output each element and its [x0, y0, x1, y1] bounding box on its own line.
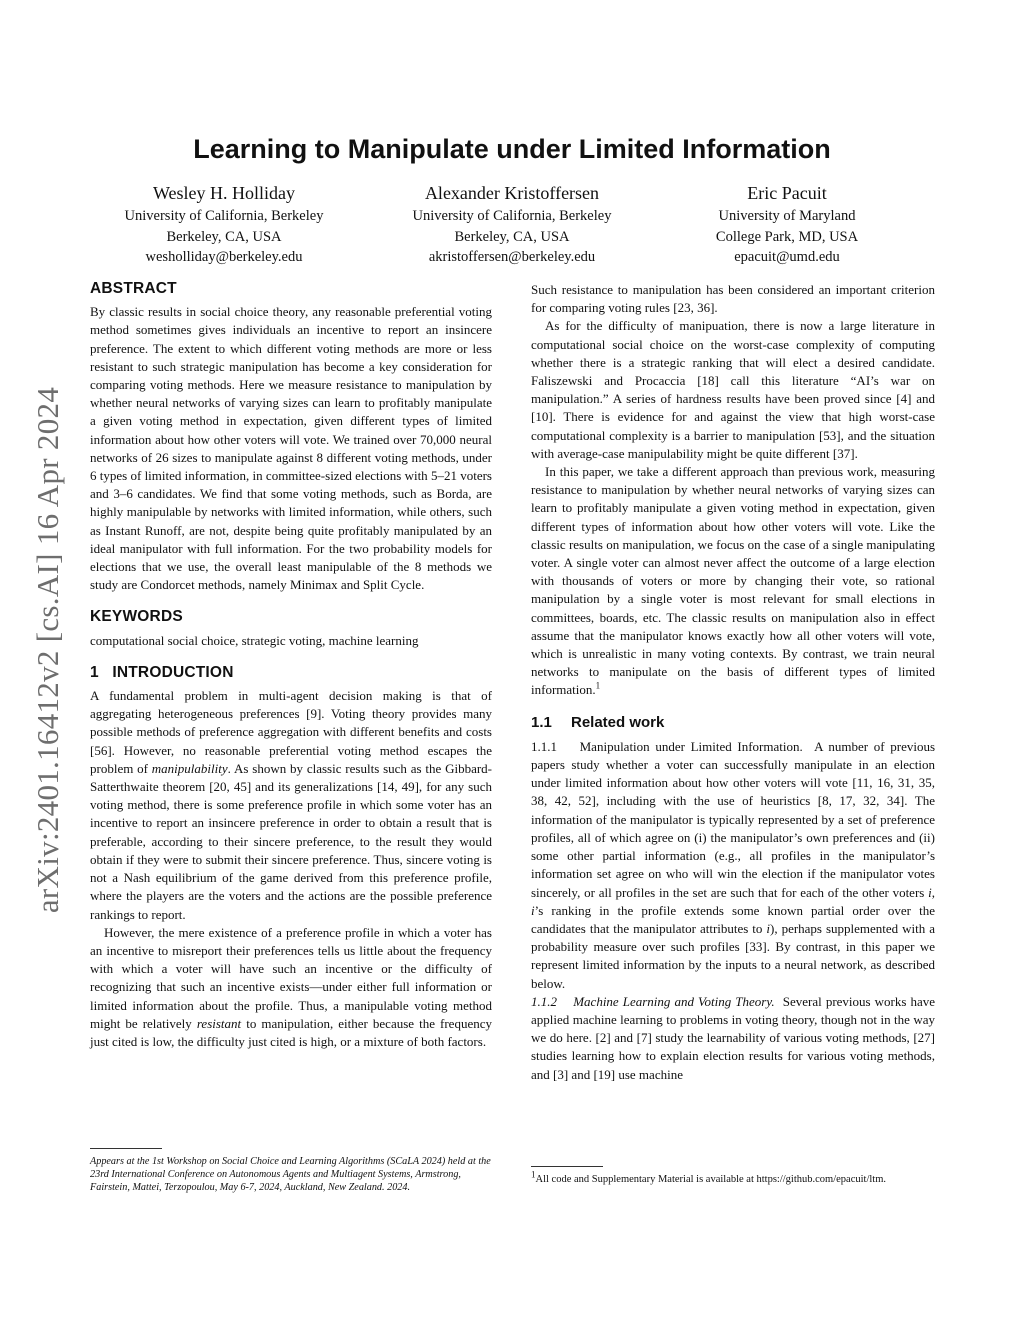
- related-work-heading: [531, 714, 935, 732]
- author-affiliation: University of California, Berkeley: [412, 208, 612, 224]
- author-block: [64, 182, 384, 268]
- author-affiliation: University of California, Berkeley: [124, 208, 324, 224]
- right-column: [531, 281, 935, 1084]
- abstract-heading: ABSTRACT: [90, 280, 177, 297]
- subsection-title: Manipulation under Limited Information.: [579, 738, 803, 754]
- intro-heading: [90, 664, 492, 682]
- author-email[interactable]: akristoffersen@berkeley.edu: [428, 249, 596, 265]
- author-email[interactable]: epacuit@umd.edu: [734, 249, 840, 265]
- footnote-number: 1: [531, 1169, 536, 1180]
- abstract-text: By classic results in social choice theory, any reasonable preferential voting method sometimes gives individuals an incentive to report an insincere preference. The extent to which different voting methods are more or less resistant to such strategic manipulation has become a key consideration for comparing voting methods. Here we measure resistance to manipulation by whether neural networks of varying sizes can learn to profitably manipulate a given voting method in expectation, given different types of limited information about how other voters will vote. We trained over 70,000 neural networks of 26 sizes to manipulate against 8 different voting methods, under 6 types of limited information, in committee-sized elections with 5–21 voters and 3–6 candidates. We find that some voting methods, such as Borda, are highly manipulable by networks with limited information, while others, such as Instant Runoff, are not, despite being quite profitably manipulated by an ideal manipulator with full information. For the two probability models for elections that we use, the overall least manipulable of the 8 methods we study are Condorcet methods, namely Minimax and Split Cycle.: [90, 304, 492, 593]
- subsection-number: 1.1.1: [531, 738, 557, 754]
- author-name: Eric Pacuit: [747, 183, 827, 203]
- subsection-title: Machine Learning and Voting Theory.: [573, 993, 775, 1009]
- paper-title: Learning to Manipulate under Limited Information: [193, 134, 831, 164]
- intro-paragraph-2: However, the mere existence of a preference profile in which a voter has an incentive to misreport their preferences tells us little about the frequency with which a voter will have such an incentive or the difficulty of recognizing that such an incentive exists—under either full information or limited information about the profile. Thus, a manipulable voting method might be relatively resistant to manipulation, either because the frequency just cited is low, the difficulty just cited is high, or a mixture of both factors.: [90, 924, 492, 1049]
- section-title: INTRODUCTION: [112, 663, 234, 681]
- code-footnote: [531, 1166, 951, 1186]
- arxiv-identifier: arXiv:2401.16412v2 [cs.AI] 16 Apr 2024: [30, 386, 65, 914]
- section-number: 1: [90, 663, 99, 681]
- intro-paragraph-1: A fundamental problem in multi-agent decision making is that of aggregating heterogeneous preferences [9]. Voting theory provides many possible methods of preference aggregation with different benefits and costs [56]. However, no reasonable preferential voting method escapes the problem of manipulability. As shown by classic results such as the Gibbard-Satterthwaite theorem [20, 45] and its generalizations [14, 49], for any such voting method, there is some preference profile in which some voter has an incentive to report an insincere preference in order to obtain a result that is preferable, according to their sincere preference, to the result they would obtain if they were to submit their sincere preference. Thus, sincere voting is not a Nash equilibrium of the game derived from this preference profile, where the players are the voters and the actions are the possible preference rankings to report.: [90, 688, 492, 922]
- keywords-text: computational social choice, strategic voting, machine learning: [90, 632, 419, 648]
- author-location: Berkeley, CA, USA: [454, 228, 570, 245]
- intro-paragraph-5: In this paper, we take a different approach than previous work, measuring resistance to manipulation by whether neural networks of varying sizes can learn to profitably manipulate a given voting method in expectation, given different types of information about how other voters will vote. Like the classic results on manipulation, we focus on the case of a single manipulating voter. A single voter can almost never affect the outcome of a large election with thousands of voters or more by changing their vote, so rational manipulation by a single voter is most relevant for small elections in committees, boards, etc. The classic results on manipulation also in effect assume that the manipulator knows exactly how all other voters will vote, which is unrealistic in many voting contexts. By contrast, we train neural networks to manipulate on the basis of different types of limited information.$^1$: [531, 464, 935, 698]
- left-column: [90, 280, 492, 1051]
- author-email[interactable]: wesholliday@berkeley.edu: [145, 249, 303, 265]
- emphasis: resistant: [196, 1015, 242, 1031]
- intro-paragraph-3: Such resistance to manipulation has been considered an important criterion for comparing voting rules [23, 36].: [531, 282, 935, 316]
- author-name: Wesley H. Holliday: [152, 183, 296, 203]
- author-location: College Park, MD, USA: [715, 228, 859, 245]
- author-name: Alexander Kristoffersen: [424, 183, 600, 203]
- footnote-rule: [90, 1148, 162, 1149]
- footnote-text[interactable]: All code and Supplementary Material is available at https://github.com/epacuit/ltm.: [535, 1174, 886, 1185]
- author-affiliation: University of Maryland: [718, 208, 856, 224]
- subsection-1-1-1: 1.1.1 Manipulation under Limited Information. A number of previous papers study whether a voter can successfully manipulate in an election under limited information about how other voters will vote [11, 16, 31, 35, 38, 42, 52], including with the use of heuristics [8, 17, 32, 34]. The information of the manipulator is typically represented by a set of preference profiles, all of which agree on (i) the manipulator’s own preferences and (ii) some other partial information (e.g., all profiles in the manipulator’s information set agree on who will win the election if the manipulator votes sincerely, or all profiles in the set are such that for each of the other voters i, i’s ranking in the profile extends some known partial order over the candidates that the manipulator attributes to i), perhaps supplemented with a probability measure over such profiles [33]. By contrast, in this paper we represent limited information by the inputs to a neural network, as described below.: [531, 738, 936, 991]
- footnote-marker[interactable]: 1: [595, 681, 601, 692]
- section-number: 1.1: [531, 713, 552, 731]
- footnote-rule: [531, 1166, 603, 1167]
- intro-paragraph-4: As for the difficulty of manipuation, there is now a large literature in computational social choice on the worst-case complexity of computing whether there is a strategic ranking that will elect a desired candidate. Faliszewski and Procaccia [18] call this literature “AI’s war on manipulation.” A series of hardness results have been proved since [4] and [10]. There is evidence for and against the view that high worst-case computational complexity is a barrier to manipulation [53], and the situation with average-case manipulability might be quite different [37].: [531, 318, 935, 461]
- emphasis: manipulability: [151, 760, 228, 776]
- conference-footnote: Appears at the 1st Workshop on Social Choice and Learning Algorithms (SCaLA 2024) held at the 23rd International Conference on Autonomous Agents and Multiagent Systems, Armstrong, Fairstein, Mattei, Terzopoulou, May 6-7, 2024, Auckland, New Zealand. 2024.: [90, 1148, 494, 1194]
- subsection-1-1-2: 1.1.2 Machine Learning and Voting Theory. Several previous works have applied machine learning to problems in voting theory, though not in the way we do here. [2] and [7] study the learnability of various voting methods, [27] studies learning how to explain election results for various voting methods, and [3] and [19] use machine: [531, 993, 936, 1082]
- section-title: Related work: [571, 713, 665, 731]
- author-location: Berkeley, CA, USA: [166, 228, 282, 245]
- subsection-number: 1.1.2: [531, 993, 557, 1009]
- author-block: [352, 182, 672, 268]
- author-block: [627, 182, 947, 268]
- keywords-heading: KEYWORDS: [90, 608, 183, 626]
